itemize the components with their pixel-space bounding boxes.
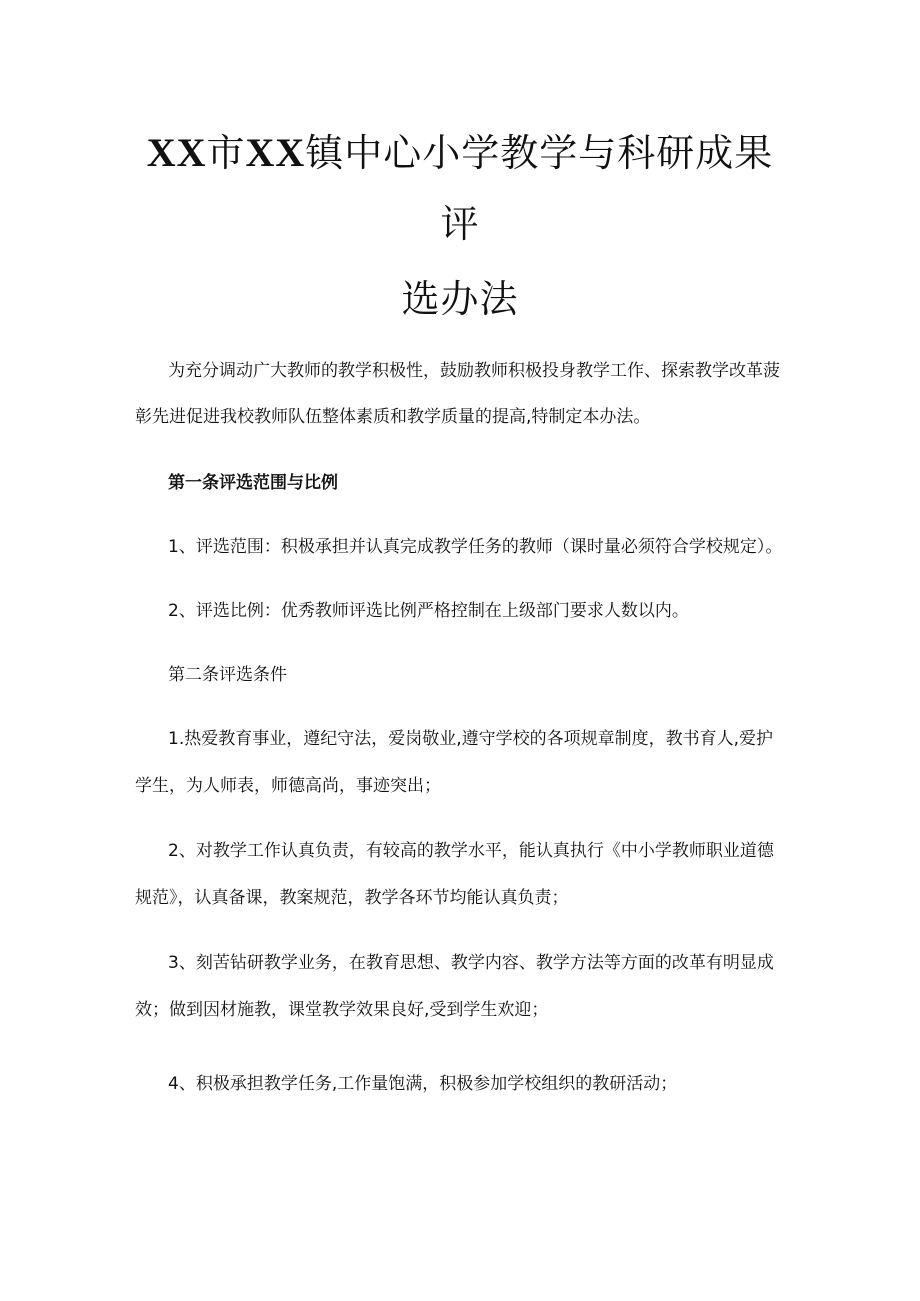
intro-line-1: 为充分调动广大教师的教学积极性，鼓励教师积极投身教学工作、探索教学改革菠 xyxy=(168,361,780,381)
title-town-xx: XX xyxy=(245,130,306,175)
title-prefix-xx: XX xyxy=(146,130,207,175)
article-1-heading: 第一条评选范围与比例 xyxy=(168,473,338,493)
article-2-item-2-line-2: 规范》，认真备课，教案规范，教学各环节均能认真负责； xyxy=(135,888,569,908)
document-title-line-1 xyxy=(0,131,920,175)
document-title-line-2: 评 xyxy=(440,202,480,246)
article-2-item-4-line-1: 4、积极承担教学任务,工作量饱满，积极参加学校组织的教研活动； xyxy=(168,1074,678,1094)
article-2-item-3-line-2: 效；做到因材施教，课堂教学效果良好,受到学生欢迎； xyxy=(135,1000,549,1020)
article-2-heading: 第二条评选条件 xyxy=(168,665,287,685)
article-2-item-2-line-1: 2、对教学工作认真负责，有较高的教学水平，能认真执行《中小学教师职业道德 xyxy=(168,841,774,861)
article-2-item-3-line-1: 3、刻苦钻研教学业务，在教育思想、教学内容、教学方法等方面的改革有明显成 xyxy=(168,953,774,973)
article-1-item-1: 1、评选范围：积极承担并认真完成教学任务的教师（课时量必须符合学校规定）。 xyxy=(168,537,783,557)
article-1-item-2: 2、评选比例：优秀教师评选比例严格控制在上级部门要求人数以内。 xyxy=(168,601,689,621)
title-rest: 镇中心小学教学与科研成果 xyxy=(305,131,774,175)
title-city: 市 xyxy=(206,131,246,175)
article-2-item-1-line-1: 1.热爱教育事业，遵纪守法，爱岗敬业,遵守学校的各项规章制度，教书育人,爱护 xyxy=(168,729,774,749)
article-2-item-1-line-2: 学生，为人师表，师德高尚，事迹突出； xyxy=(135,776,441,796)
document-title-line-3: 选办法 xyxy=(401,277,519,321)
intro-line-2: 彰先进促进我校教师队伍整体素质和教学质量的提高,特制定本办法。 xyxy=(135,407,651,427)
